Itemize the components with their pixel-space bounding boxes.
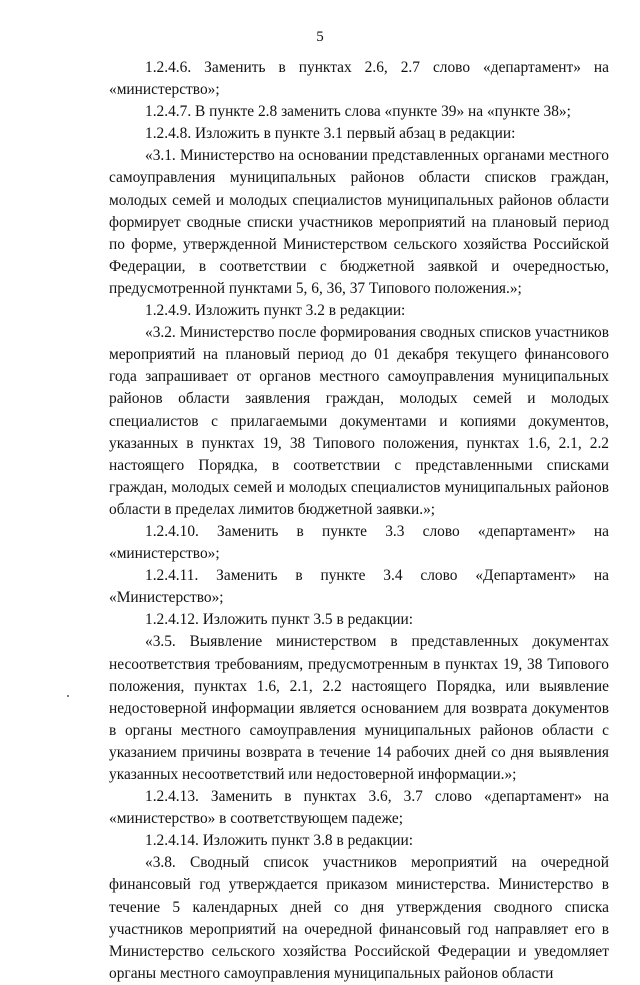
scan-speck [67,695,69,697]
paragraph-1-2-4-9: 1.2.4.9. Изложить пункт 3.2 в редакции: [145,302,406,320]
document-body [109,57,609,985]
page-number: 5 [316,29,324,45]
paragraph-1-2-4-7: 1.2.4.7. В пункте 2.8 заменить слова «пункте 39» на «пункте 38»; [145,103,571,121]
quoted-paragraph-3-8: «3.8. Сводный список участников мероприятий на очередной финансовый год утверждается приказом министерства. Министерство в течение 5 календарных дней со дня утверждения сводного списка участников мероприятий на очередной финансовый год направляет его в Министерство сельского хозяйства Российской Федерации и уведомляет органы местного самоуправления муниципальных районов области [109,854,609,982]
paragraph-1-2-4-13: 1.2.4.13. Заменить в пунктах 3.6, 3.7 слово «департамент» на «министерство» в соответствующем падеже; [109,788,609,828]
paragraph-1-2-4-10: 1.2.4.10. Заменить в пункте 3.3 слово «департамент» на «министерство»; [109,522,609,563]
paragraph-1-2-4-14: 1.2.4.14. Изложить пункт 3.8 в редакции: [145,832,414,850]
quoted-paragraph-3-1: «3.1. Министерство на основании представленных органами местного самоуправления муниципальных районов области списков граждан, молодых семей и молодых специалистов муниципальных районов области формирует сводные списки участников мероприятий на плановый период по форме, утвержденной Министерством сельского хозяйства Российской Федерации, в соответствии с бюджетной заявкой и очередностью, предусмотренной пунктами 5, 6, 36, 37 Типового положения.»; [109,147,609,297]
paragraph-1-2-4-8: 1.2.4.8. Изложить в пункте 3.1 первый абзац в редакции: [145,125,516,143]
quoted-paragraph-3-2: «3.2. Министерство после формирования сводных списков участников мероприятий на плановый период до 01 декабря текущего финансового года запрашивает от органов местного самоуправления муниципальных районов области заявления граждан, молодых семей и молодых специалистов с прилагаемыми документами и копиями документов, указанных в пунктах 19, 38 Типового положения, пунктах 1.6, 2.1, 2.2 настоящего Порядка, в соответствии с представленными списками граждан, молодых семей и молодых специалистов муниципальных районов области в пределах лимитов бюджетной заявки.»; [109,324,609,518]
quoted-paragraph-3-5: «3.5. Выявление министерством в представленных документах несоответствия требованиям, предусмотренным в пунктах 19, 38 Типового положения, пунктах 1.6, 2.1, 2.2 настоящего Порядка, или выявление недостоверной информации является основанием для возврата документов в органы местного самоуправления муниципальных районов области с указанием причины возврата в течение 14 рабочих дней со дня выявления указанных несоответствий или недостоверной информации.»; [109,633,609,783]
paragraph-1-2-4-12: 1.2.4.12. Изложить пункт 3.5 в редакции: [145,611,414,629]
paragraph-1-2-4-6: 1.2.4.6. Заменить в пунктах 2.6, 2.7 слово «департамент» на «министерство»; [109,59,609,99]
paragraph-1-2-4-11: 1.2.4.11. Заменить в пункте 3.4 слово «Департамент» на «Министерство»; [109,567,609,607]
